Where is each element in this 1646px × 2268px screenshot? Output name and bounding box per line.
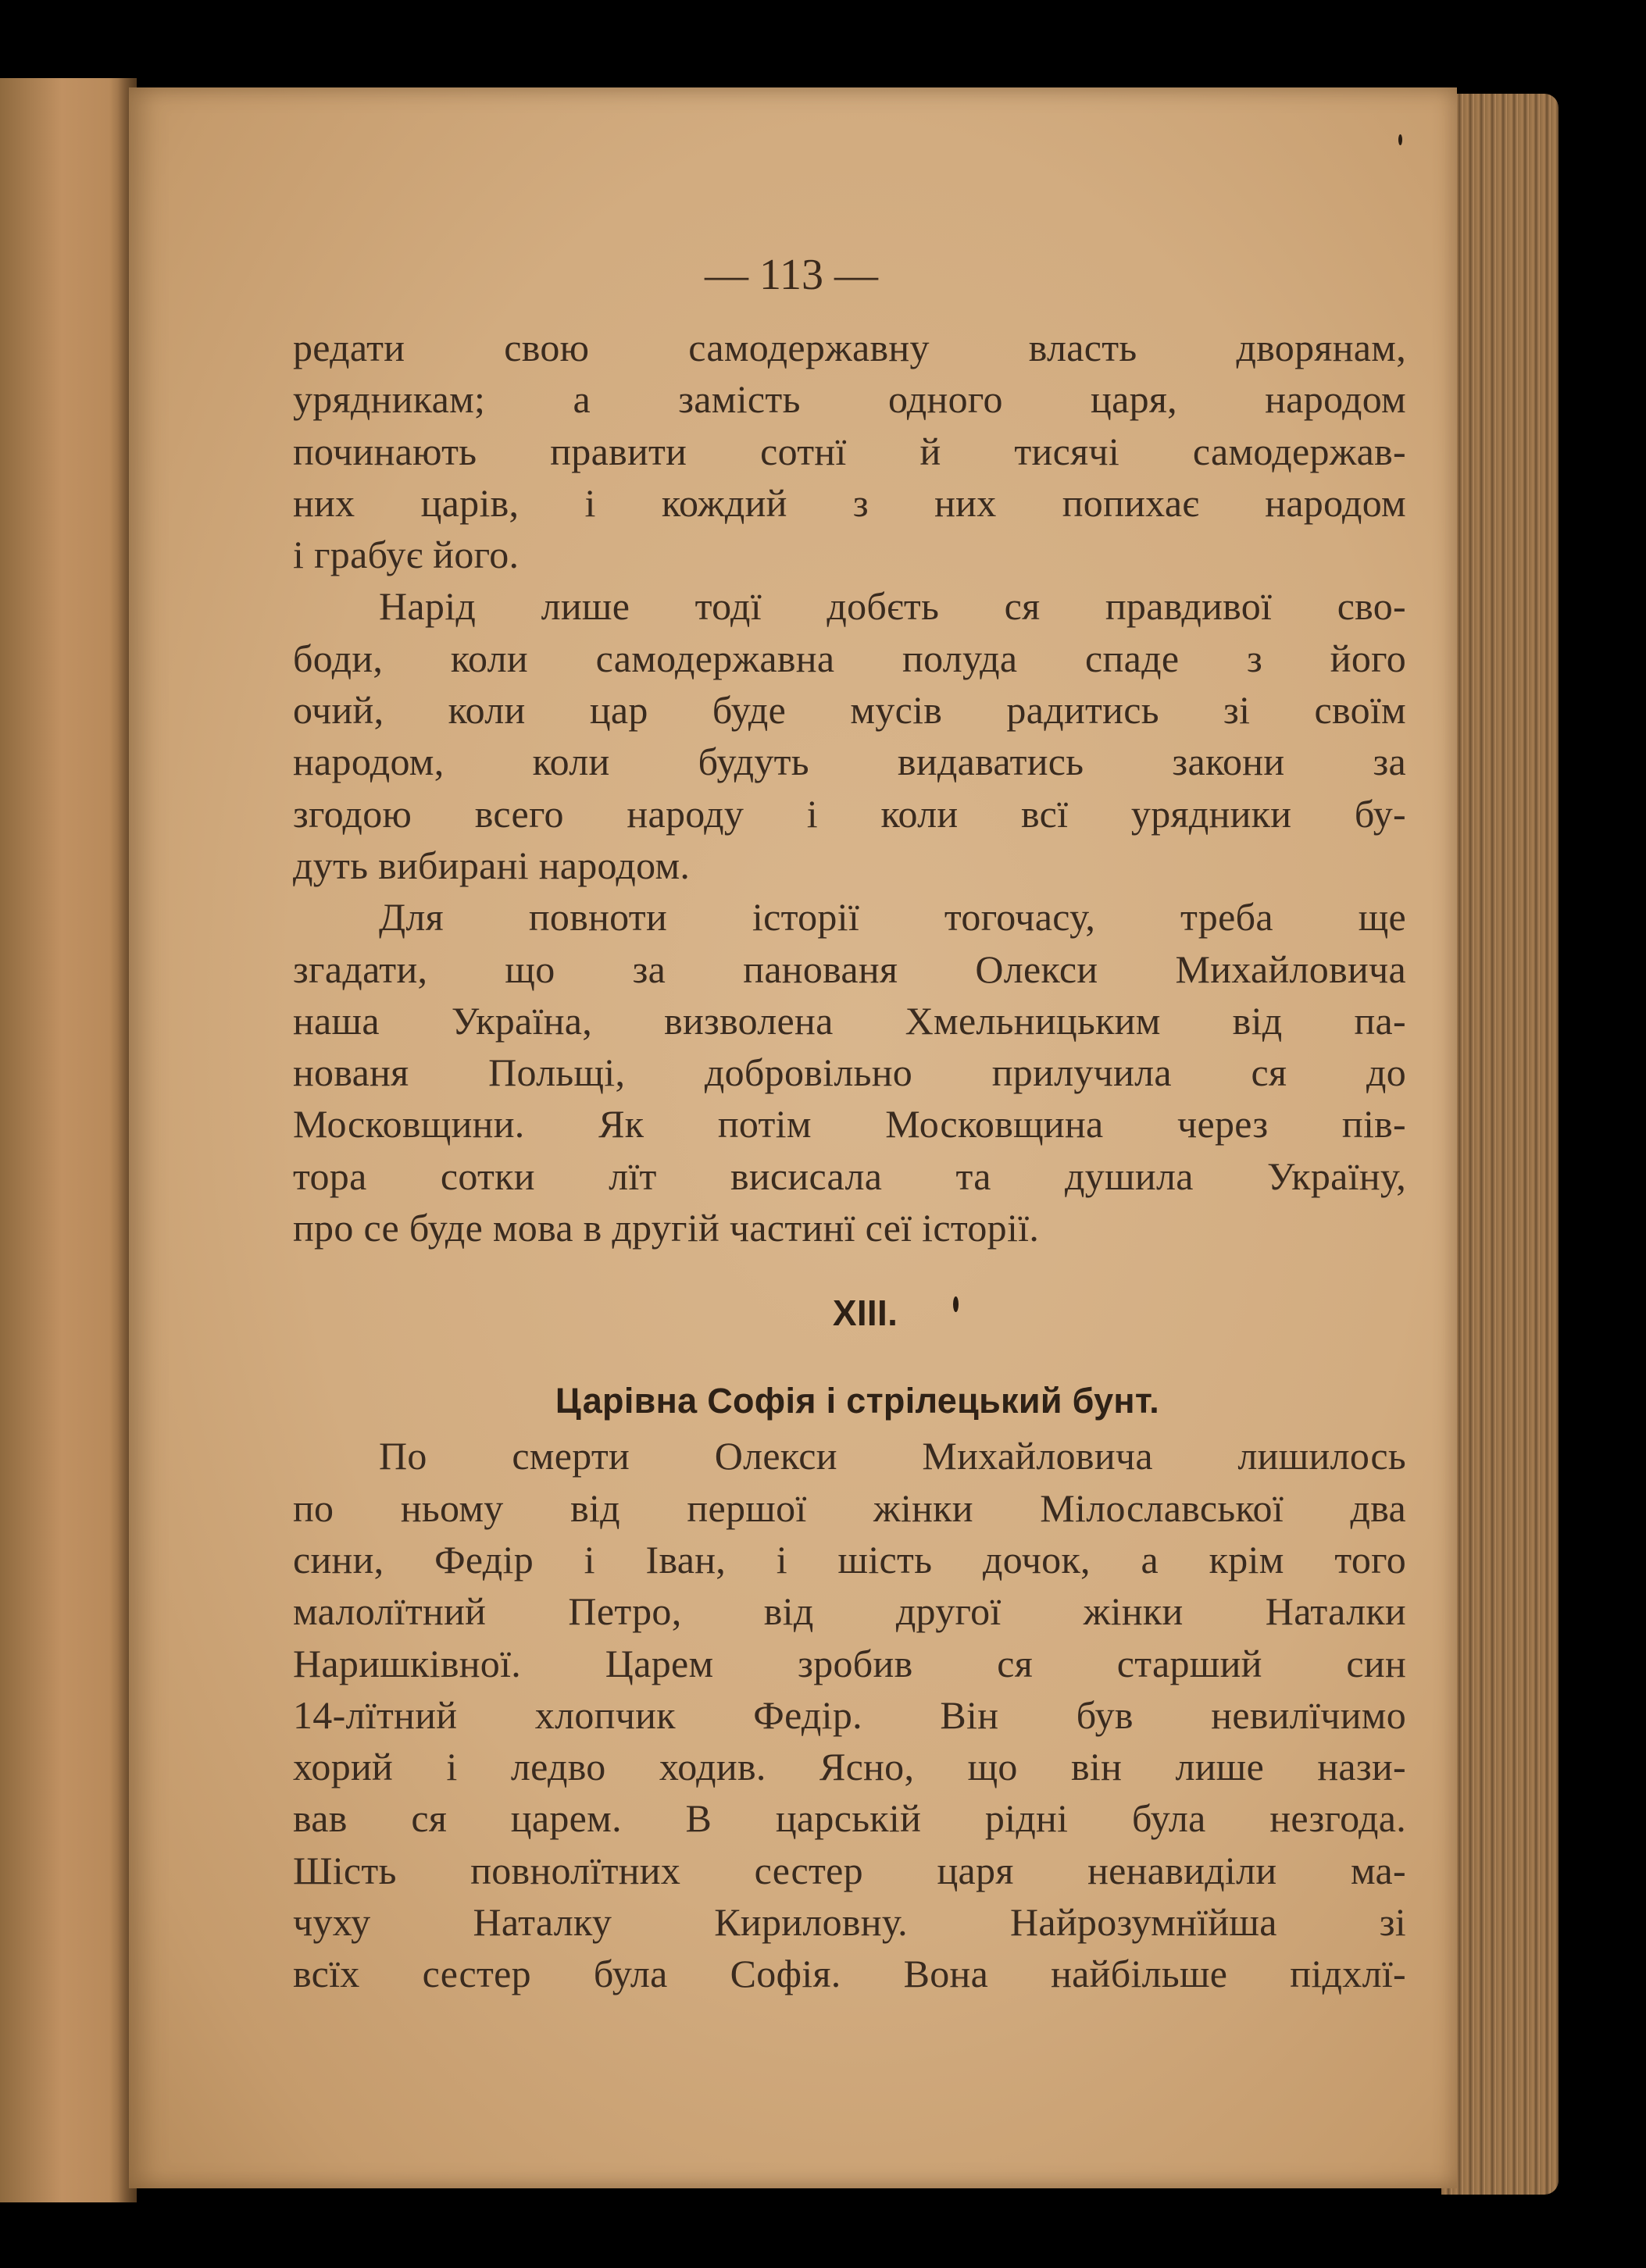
text-line: дуть вибирані народом. — [293, 843, 691, 887]
text-line: згодою всего народу і коли всї урядники бу- — [293, 791, 1406, 836]
text-line: малолїтний Петро, від другої жінки Наталки — [293, 1589, 1406, 1634]
text-line: урядникам; а замість одного царя, народом — [293, 377, 1406, 422]
ink-speck — [1398, 134, 1402, 145]
previous-page-edge — [0, 78, 137, 2202]
text-line: Для повноти історії тогочасу, треба ще — [379, 895, 1406, 940]
text-line: починають правити сотнї й тисячі самодержав- — [293, 429, 1406, 473]
text-line: всїх сестер була Софія. Вона найбільше підхлї- — [293, 1952, 1406, 1996]
text-line: і грабує його. — [293, 533, 520, 577]
text-line: редати свою самодержавну власть дворянам, — [293, 326, 1406, 369]
section-number: XIII. — [832, 1293, 898, 1334]
text-line: народом, коли будуть видаватись закони за — [293, 740, 1406, 784]
text-line: сини, Федір і Іван, і шість дочок, а крім того — [293, 1537, 1406, 1582]
section-gap — [293, 1253, 1406, 1275]
text-line: них царів, і кождий з них попихає народом — [293, 480, 1406, 525]
chapter-title: Царівна Софія і стрілецький бунт. — [555, 1381, 1160, 1421]
page-number: — 113 — — [705, 251, 878, 299]
text-line: Наришківної. Царем зробив ся старший син — [293, 1641, 1406, 1685]
text-line: тора сотки лїт висисала та душила Україну, — [293, 1154, 1406, 1198]
text-line: Шість повнолїтних сестер царя ненавиділи ма- — [293, 1848, 1406, 1892]
page-edges-stack — [1441, 94, 1559, 2195]
text-line: По смерти Олекси Михайловича лишилось — [379, 1434, 1406, 1478]
section-gap — [293, 1350, 1406, 1372]
text-line: 14-лїтний хлопчик Федір. Він був невилїчимо — [293, 1692, 1406, 1737]
text-line: вав ся царем. В царській рідні була незгода. — [293, 1796, 1406, 1841]
text-line: наша Україна, визволена Хмельницьким від па- — [293, 998, 1406, 1043]
text-line: боди, коли самодержавна полуда спаде з його — [293, 636, 1406, 680]
text-line: хорий і ледво ходив. Ясно, що він лише нази- — [293, 1745, 1406, 1789]
text-line: Московщини. Як потім Московщина через пів- — [293, 1102, 1406, 1146]
book-page — [129, 87, 1457, 2188]
page-text — [293, 322, 1406, 2000]
ink-speck — [953, 1296, 959, 1312]
text-line: нованя Польщі, добровільно прилучила ся до — [293, 1050, 1406, 1095]
text-line: Нарід лише тодї добєть ся правдивої сво- — [379, 584, 1406, 629]
text-line: згадати, що за панованя Олекси Михайловича — [293, 947, 1406, 991]
text-line: по ньому від першої жінки Мілославської два — [293, 1485, 1406, 1530]
text-line: очий, коли цар буде мусів радитись зі своїм — [293, 688, 1406, 733]
text-line: про се буде мова в другій частинї сеї історії. — [293, 1206, 1040, 1250]
text-line: чуху Наталку Кириловну. Найрозумнїйша зі — [293, 1900, 1406, 1945]
